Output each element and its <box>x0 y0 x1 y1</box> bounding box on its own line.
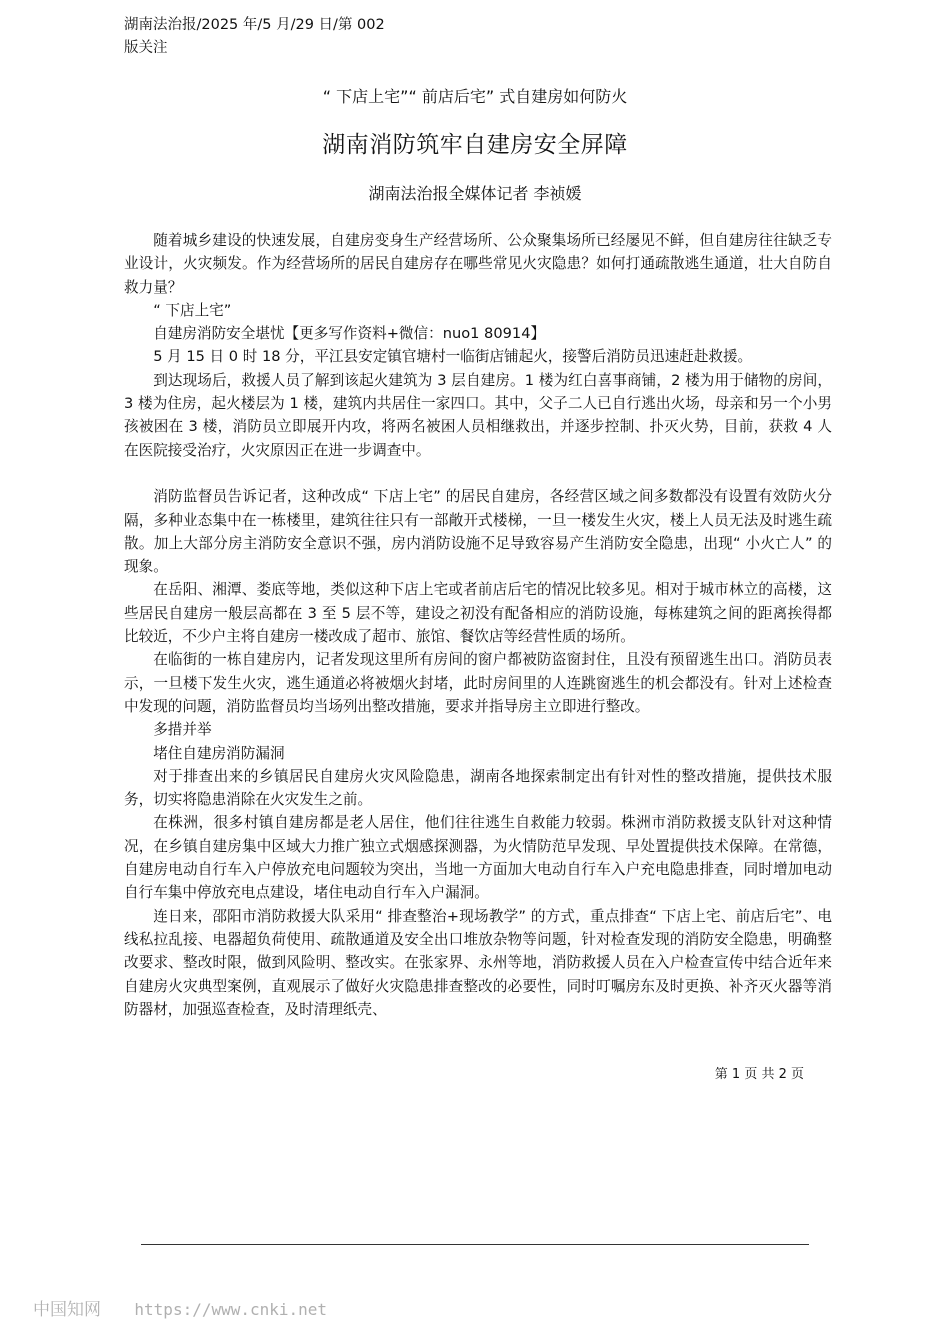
section-label: 版关注 <box>124 40 168 56</box>
paragraph: 5 月 15 日 0 时 18 分，平江县安定镇官塘村一临街店铺起火，接警后消防员迅速赶赴救援。 <box>153 348 753 366</box>
cnki-watermark <box>33 1295 327 1320</box>
paragraph: 对于排查出来的乡镇居民自建房火灾风险隐患，湖南各地探索制定出有针对性的整改措施，提供技术服务，切实将隐患消除在火灾发生之前。 <box>124 767 832 809</box>
page-indicator: 第 1 页 共 2 页 <box>714 1067 804 1082</box>
section-heading: 自建房消防安全堪忧【更多写作资料+微信：nuo1 80914】 <box>153 325 546 343</box>
source-line: 湖南法治报/2025 年/5 月/29 日/第 002 <box>124 17 385 33</box>
footer-divider <box>141 1244 809 1245</box>
article-body <box>124 229 832 1021</box>
paragraph: 随着城乡建设的快速发展，自建房变身生产经营场所、公众聚集场所已经屡见不鲜，但自建房往往缺乏专业设计，火灾频发。作为经营场所的居民自建房存在哪些常见火灾隐患？如何打通疏散逃生通道，壮大自防自救力量？ <box>124 232 832 296</box>
section-heading: 堵住自建房消防漏洞 <box>153 744 285 762</box>
cnki-logo-text: 中国知网 <box>33 1300 101 1320</box>
section-heading: “ 下店上宅” <box>153 301 232 319</box>
cnki-url[interactable]: https://www.cnki.net <box>134 1300 328 1319</box>
section-heading: 多措并举 <box>153 721 212 739</box>
article-byline: 湖南法治报全媒体记者 李祯媛 <box>368 184 582 203</box>
paragraph: 消防监督员告诉记者，这种改成“ 下店上宅” 的居民自建房，各经营区域之间多数都没有设置有效防火分隔，多种业态集中在一栋楼里，建筑往往只有一部敞开式楼梯，一旦一楼发生火灾，楼上人员无法及时逃生疏散。加上大部分房主消防安全意识不强，房内消防设施不足导致容易产生消防安全隐患，出现“ 小火亡人” 的现象。 <box>124 488 832 576</box>
paragraph: 连日来，邵阳市消防救援大队采用“ 排查整治+现场教学” 的方式，重点排查“ 下店上宅、前店后宅”、电线私拉乱接、电器超负荷使用、疏散通道及安全出口堆放杂物等问题，针对检查发现的消防安全隐患，明确整改要求、整改时限，做到风险明、整改实。在张家界、永州等地，消防救援人员在入户检查宣传中结合近年来自建房火灾典型案例，直观展示了做好火灾隐患排查整改的必要性，同时叮嘱房东及时更换、补齐灭火器等消防器材，加强巡查检查，及时清理纸壳、 <box>124 907 832 1018</box>
paragraph: 在临街的一栋自建房内，记者发现这里所有房间的窗户都被防盗窗封住，且没有预留逃生出口。消防员表示，一旦楼下发生火灾，逃生通道必将被烟火封堵，此时房间里的人连跳窗逃生的机会都没有。针对上述检查中发现的问题，消防监督员均当场列出整改措施，要求并指导房主立即进行整改。 <box>124 651 832 715</box>
blank-line <box>124 462 832 485</box>
paragraph: 在株洲，很多村镇自建房都是老人居住，他们往往逃生自救能力较弱。株洲市消防救援支队针对这种情况，在乡镇自建房集中区域大力推广独立式烟感探测器，为火情防范早发现、早处置提供技术保障。在常德，自建房电动自行车入户停放充电问题较为突出，当地一方面加大电动自行车入户充电隐患排查，同时增加电动自行车集中停放充电点建设，堵住电动自行车入户漏洞。 <box>124 814 832 902</box>
article-subtitle: “ 下店上宅”“ 前店后宅” 式自建房如何防火 <box>322 87 628 106</box>
document-header <box>124 14 385 60</box>
paragraph: 在岳阳、湘潭、娄底等地，类似这种下店上宅或者前店后宅的情况比较多见。相对于城市林立的高楼，这些居民自建房一般层高都在 3 至 5 层不等，建设之初没有配备相应的消防设施，每栋建筑之间的距离挨得都比较近，不少户主将自建房一楼改成了超市、旅馆、餐饮店等经营性质的场所。 <box>124 581 832 646</box>
paragraph: 到达现场后，救援人员了解到该起火建筑为 3 层自建房。1 楼为红白喜事商铺，2 楼为用于储物的房间，3 楼为住房，起火楼层为 1 楼，建筑内共居住一家四口。其中，父子二人已自行逃出火场，母亲和另一个小男孩被困在 3 楼，消防员立即展开内攻，将两名被困人员相继救出，并逐步控制、扑灭火势，目前，获救 4 人在医院接受治疗，火灾原因正在进一步调查中。 <box>124 371 832 459</box>
article-title: 湖南消防筑牢自建房安全屏障 <box>322 132 628 158</box>
